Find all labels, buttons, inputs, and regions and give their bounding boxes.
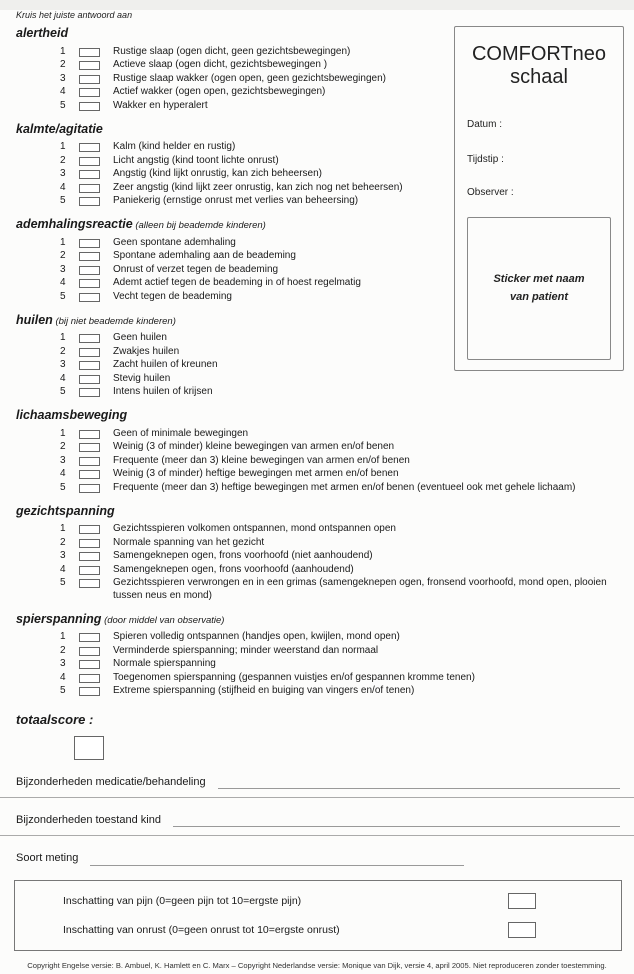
answer-text: Extreme spierspanning (stijfheid en buiging van vingers en/of tenen)	[113, 685, 415, 696]
answer-text: Zwakjes huilen	[113, 345, 180, 357]
answer-checkbox[interactable]	[79, 239, 100, 248]
answer-text: Actieve slaap (ogen dicht, gezichtsbewegingen )	[113, 59, 328, 70]
answer-number: 2	[60, 59, 66, 70]
sticker-text-line1: Sticker met naam	[493, 272, 585, 285]
separator-line	[0, 797, 634, 798]
answer-number: 3	[60, 359, 66, 370]
answer-checkbox[interactable]	[79, 552, 100, 561]
answer-text: Rustige slaap (ogen dicht, geen gezichtsbewegingen)	[113, 45, 351, 57]
answer-row	[16, 536, 620, 550]
comfortneo-form-page	[0, 10, 634, 974]
answer-checkbox[interactable]	[79, 525, 100, 534]
section-title-text: alertheid	[16, 26, 69, 40]
soort-meting-input-line[interactable]	[90, 853, 464, 866]
answer-number: 4	[60, 671, 66, 683]
answer-row	[16, 631, 620, 645]
answer-text: Normale spierspanning	[113, 658, 216, 669]
section-title	[16, 504, 620, 519]
section-gezichtspanning	[16, 504, 620, 603]
sticker-text-line2: van patient	[509, 290, 569, 303]
answer-number: 1	[60, 332, 66, 343]
answer-text: Samengeknepen ogen, frons voorhoofd (aanhoudend)	[113, 563, 354, 575]
section-title-text: huilen	[16, 312, 53, 327]
answer-text: Stevig huilen	[113, 372, 171, 384]
answer-checkbox[interactable]	[79, 430, 100, 439]
assessment-box	[14, 880, 622, 951]
answer-number: 3	[60, 658, 66, 669]
observer-field[interactable]: Observer :	[467, 187, 514, 198]
answer-row	[16, 644, 620, 658]
answer-number: 3	[60, 454, 66, 466]
answer-row	[16, 550, 620, 564]
totaalscore-label: totaalscore :	[16, 712, 94, 727]
answer-row	[16, 671, 620, 685]
distress-rating-input-box[interactable]	[508, 922, 536, 938]
answer-checkbox[interactable]	[79, 61, 100, 70]
answer-text: Toegenomen spierspanning (gespannen vuistjes en/of gespannen kromme tenen)	[113, 671, 475, 683]
header-box	[454, 26, 624, 371]
copyright-text: Copyright Engelse versie: B. Ambuel, K. Hamlett en C. Marx – Copyright Nederlandse versie: Monique van Dijk, versie 4, april 2005. Niet reproduceren zonder toestemming.	[27, 960, 607, 970]
answer-number: 1	[60, 236, 66, 248]
answer-number: 5	[60, 481, 66, 493]
answer-text: Geen huilen	[113, 332, 167, 343]
answer-text: Verminderde spierspanning; minder weerstand dan normaal	[113, 644, 379, 656]
answer-row	[16, 427, 620, 441]
note-medicatie-row	[16, 776, 620, 789]
answer-text: Zeer angstig (kind lijkt zeer onrustig, kan zich nog net beheersen)	[113, 181, 403, 193]
note-toestand-label: Bijzonderheden toestand kind	[16, 814, 161, 827]
answer-number: 4	[60, 86, 66, 97]
separator-line	[0, 835, 634, 836]
answer-row	[16, 441, 620, 455]
answer-checkbox[interactable]	[79, 143, 100, 152]
answer-text: Spieren volledig ontspannen (handjes open, kwijlen, mond open)	[113, 631, 400, 642]
answer-checkbox[interactable]	[79, 660, 100, 669]
answer-number: 5	[60, 290, 66, 302]
answer-checkbox[interactable]	[79, 457, 100, 466]
answer-number: 3	[60, 72, 66, 84]
pain-rating-row	[63, 893, 621, 909]
answer-number: 1	[60, 141, 66, 152]
answer-checkbox[interactable]	[79, 388, 100, 397]
answer-checkbox[interactable]	[79, 674, 100, 683]
answer-number: 3	[60, 550, 66, 561]
soort-meting-row	[16, 852, 464, 865]
answer-row	[16, 454, 620, 468]
answer-row	[16, 386, 620, 400]
answer-checkbox[interactable]	[79, 484, 100, 493]
answer-row	[16, 658, 620, 672]
answer-number: 2	[60, 250, 66, 261]
note-toestand-row	[16, 814, 620, 827]
answer-checkbox[interactable]	[79, 252, 100, 261]
answer-number: 1	[60, 523, 66, 534]
answer-number: 1	[60, 45, 66, 57]
answer-number: 1	[60, 427, 66, 439]
answer-number: 4	[60, 468, 66, 479]
answer-text: Gezichtsspieren volkomen ontspannen, mond ontspannen open	[113, 523, 396, 534]
answer-number: 5	[60, 577, 66, 588]
answer-number: 3	[60, 168, 66, 179]
answer-text: Weinig (3 of minder) kleine bewegingen van armen en/of benen	[113, 441, 395, 452]
answer-row	[16, 481, 620, 495]
section-title-text: kalmte/agitatie	[16, 121, 103, 136]
answer-checkbox[interactable]	[79, 470, 100, 479]
answer-checkbox[interactable]	[79, 375, 100, 384]
answer-text: Frequente (meer dan 3) kleine bewegingen van armen en/of benen	[113, 454, 410, 466]
answer-text: Ademt actief tegen de beademing in of hoest regelmatig	[113, 277, 361, 288]
answer-checkbox[interactable]	[79, 579, 100, 588]
answer-row	[16, 372, 620, 386]
answer-number: 5	[60, 195, 66, 206]
answer-checkbox[interactable]	[79, 633, 100, 642]
answer-text: Kalm (kind helder en rustig)	[113, 141, 236, 152]
answer-number: 4	[60, 563, 66, 575]
section-subtitle: (alleen bij beademde kinderen)	[132, 220, 266, 231]
answer-checkbox[interactable]	[79, 88, 100, 97]
note-medicatie-input-line[interactable]	[218, 776, 620, 789]
note-toestand-input-line[interactable]	[173, 814, 620, 827]
answer-text: Licht angstig (kind toont lichte onrust)	[113, 154, 279, 166]
answer-checkbox[interactable]	[79, 170, 100, 179]
answer-checkbox[interactable]	[79, 334, 100, 343]
answer-text: Geen spontane ademhaling	[113, 236, 236, 248]
answer-row	[16, 563, 620, 577]
answer-text: Weinig (3 of minder) heftige bewegingen met armen en/of benen	[113, 468, 399, 479]
answer-text: Zacht huilen of kreunen	[113, 359, 218, 370]
answer-checkbox[interactable]	[79, 184, 100, 193]
answer-row	[16, 577, 620, 603]
form-title	[467, 43, 611, 89]
answer-number: 4	[60, 277, 66, 288]
section-subtitle: (bij niet beademde kinderen)	[52, 315, 176, 327]
answer-number: 2	[60, 644, 66, 656]
answer-checkbox[interactable]	[79, 566, 100, 575]
answer-checkbox[interactable]	[79, 539, 100, 548]
answer-text: Rustige slaap wakker (ogen open, geen gezichtsbewegingen)	[113, 72, 386, 84]
answer-number: 5	[60, 99, 66, 111]
section-title-text: spierspanning	[16, 611, 102, 626]
distress-rating-label: Inschatting van onrust (0=geen onrust tot 10=ergste onrust)	[63, 923, 340, 936]
answer-checkbox[interactable]	[79, 293, 100, 302]
answer-checkbox[interactable]	[79, 279, 100, 288]
answer-row	[16, 523, 620, 537]
answer-number: 5	[60, 685, 66, 696]
answer-number: 4	[60, 181, 66, 193]
answer-number: 2	[60, 536, 66, 548]
answer-text: Normale spanning van het gezicht	[113, 536, 265, 548]
section-title	[16, 408, 620, 423]
pain-rating-label: Inschatting van pijn (0=geen pijn tot 10=ergste pijn)	[63, 894, 302, 907]
distress-rating-row	[63, 922, 621, 938]
answer-text: Vecht tegen de beademing	[113, 290, 232, 302]
pain-rating-input-box[interactable]	[508, 893, 536, 909]
section-title-text: lichaamsbeweging	[16, 408, 128, 422]
answer-number: 4	[60, 372, 66, 384]
answer-number: 3	[60, 263, 66, 275]
section-lichaamsbeweging	[16, 408, 620, 495]
answer-row	[16, 685, 620, 699]
answer-checkbox[interactable]	[79, 647, 100, 656]
answer-checkbox[interactable]	[79, 157, 100, 166]
answer-number: 5	[60, 386, 66, 397]
answer-text: Frequente (meer dan 3) heftige bewegingen met armen en/of benen (eventueel ook met gehele lichaam)	[113, 481, 576, 493]
totaalscore-input-box[interactable]	[74, 736, 104, 760]
answer-text: Onrust of verzet tegen de beademing	[113, 263, 279, 275]
answer-checkbox[interactable]	[79, 443, 100, 452]
answer-number: 2	[60, 154, 66, 166]
answer-text: Spontane ademhaling aan de beademing	[113, 250, 296, 261]
answer-checkbox[interactable]	[79, 361, 100, 370]
answer-checkbox[interactable]	[79, 75, 100, 84]
answer-checkbox[interactable]	[79, 48, 100, 57]
answer-text: Geen of minimale bewegingen	[113, 427, 249, 439]
answer-text: Paniekerig (ernstige onrust met verlies van beheersing)	[113, 195, 359, 206]
patient-sticker-box	[467, 217, 611, 360]
answer-checkbox[interactable]	[79, 348, 100, 357]
answer-text: Samengeknepen ogen, frons voorhoofd (niet aanhoudend)	[113, 550, 373, 561]
answer-checkbox[interactable]	[79, 197, 100, 206]
answer-number: 1	[60, 631, 66, 642]
answer-text: Angstig (kind lijkt onrustig, kan zich beheersen)	[113, 168, 322, 179]
soort-meting-label: Soort meting	[16, 852, 79, 865]
answer-row	[16, 468, 620, 482]
section-title	[16, 612, 620, 627]
answer-number: 2	[60, 345, 66, 357]
note-medicatie-label: Bijzonderheden medicatie/behandeling	[16, 776, 206, 788]
answer-checkbox[interactable]	[79, 266, 100, 275]
answer-text: Wakker en hyperalert	[113, 99, 208, 111]
form-instruction: Kruis het juiste antwoord aan	[16, 10, 133, 20]
section-spierspanning	[16, 612, 620, 699]
section-subtitle: (door middel van observatie)	[101, 614, 225, 626]
section-title-text: ademhalingsreactie	[16, 217, 133, 231]
form-title-line1: COMFORTneo	[471, 43, 607, 65]
answer-number: 2	[60, 441, 66, 452]
datum-field[interactable]: Datum :	[467, 119, 503, 130]
answer-checkbox[interactable]	[79, 687, 100, 696]
answer-text: Gezichtsspieren verwrongen en in een grimas (samengeknepen ogen, fronsend voorhoofd, mond open, plooien tussen neus en mond)	[113, 577, 607, 601]
totaalscore-section	[16, 712, 634, 760]
answer-text: Actief wakker (ogen open, gezichtsbewegingen)	[113, 86, 326, 97]
form-title-line2: schaal	[510, 66, 568, 88]
answer-checkbox[interactable]	[79, 102, 100, 111]
section-title-text: gezichtspanning	[16, 503, 115, 518]
tijdstip-field[interactable]: Tijdstip :	[467, 154, 504, 165]
answer-text: Intens huilen of krijsen	[113, 386, 213, 397]
